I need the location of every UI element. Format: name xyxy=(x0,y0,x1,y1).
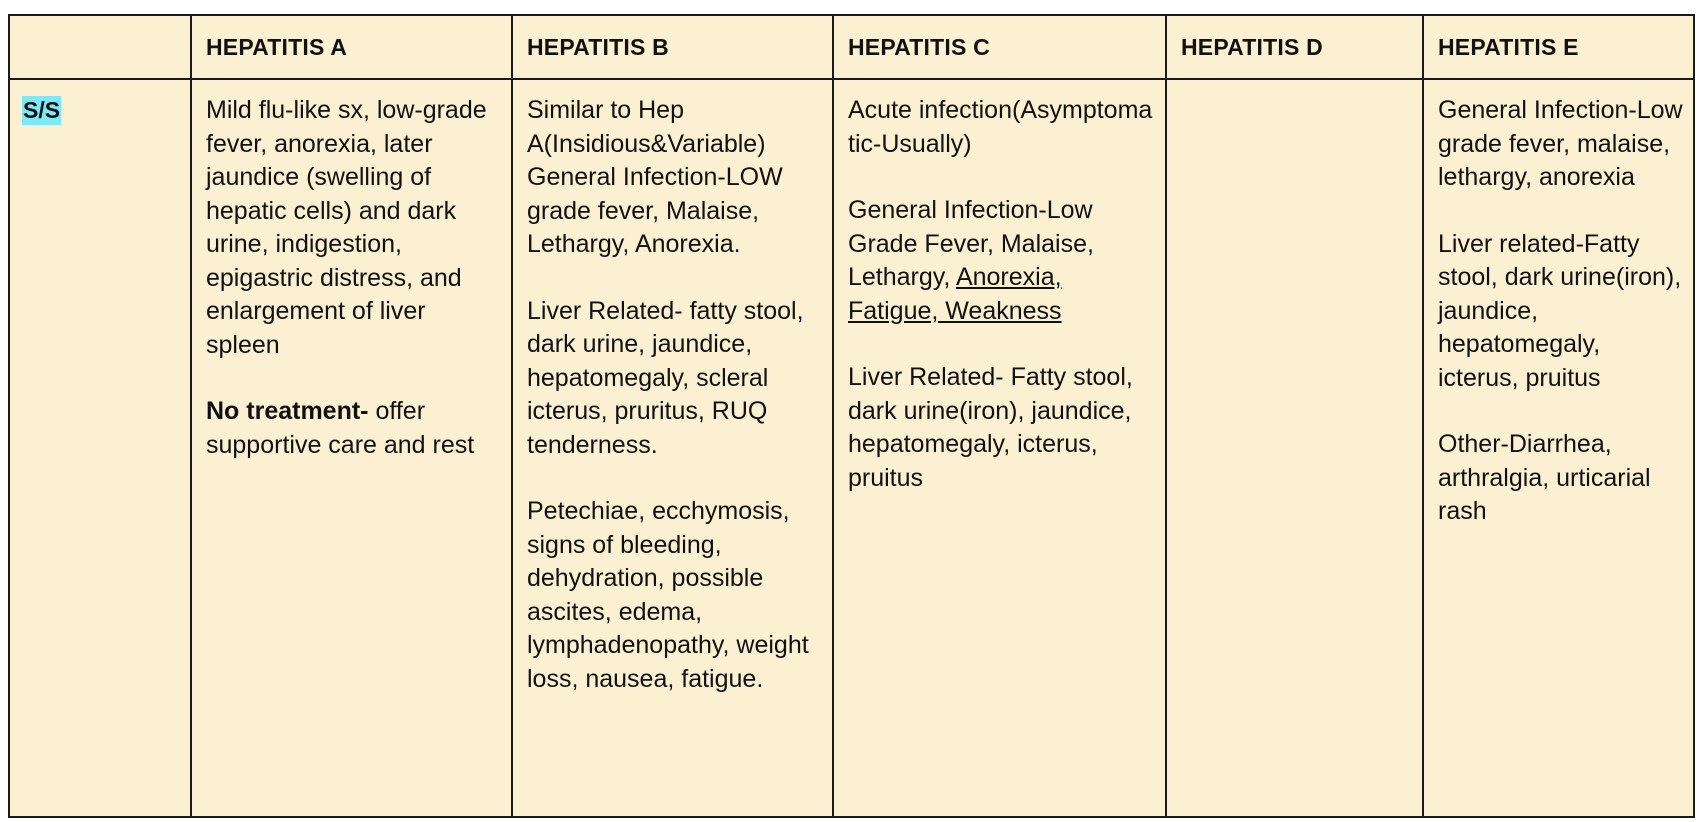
hep-e-liver-related: Liver related-Fatty stool, dark urine(iron), jaundice, hepatomegaly, icterus, pruitus xyxy=(1438,229,1682,392)
header-hepatitis-a: HEPATITIS A xyxy=(191,15,512,79)
hep-a-cell xyxy=(191,79,512,817)
hepatitis-comparison-table xyxy=(8,14,1695,818)
hep-c-general xyxy=(848,194,1157,328)
header-hepatitis-e: HEPATITIS E xyxy=(1423,15,1694,79)
row-label-ss: S/S xyxy=(23,97,61,123)
hep-c-general-underlined: Anorexia, Fatigue, Weakness xyxy=(848,263,1062,325)
hep-c-acute: Acute infection(Asymptomatic-Usually) xyxy=(848,96,1153,158)
header-empty-cell xyxy=(9,15,191,79)
hep-b-general: Similar to Hep A(Insidious&Variable) General Infection-LOW grade fever, Malaise, Lethargy, Anorexia. xyxy=(527,96,783,258)
signs-symptoms-row xyxy=(9,79,1694,817)
hep-a-treatment xyxy=(206,395,503,462)
hep-c-liver-related: Liver Related- Fatty stool, dark urine(iron), jaundice, hepatomegaly, icterus, pruitus xyxy=(848,363,1133,492)
header-row xyxy=(9,15,1694,79)
hep-e-general: General Infection-Low grade fever, malaise, lethargy, anorexia xyxy=(1438,96,1683,191)
hep-e-cell xyxy=(1423,79,1694,817)
hep-b-liver-related: Liver Related- fatty stool, dark urine, jaundice, hepatomegaly, scleral icterus, pruritus, RUQ tenderness. xyxy=(527,296,804,459)
hep-b-cell xyxy=(512,79,833,817)
hep-a-treatment-label: No treatment- xyxy=(206,397,369,425)
hep-a-treatment-text: offer supportive care and rest xyxy=(206,397,475,459)
hep-c-general-text: General Infection-Low Grade Fever, Malaise, Lethargy, xyxy=(848,196,1094,291)
hep-b-other: Petechiae, ecchymosis, signs of bleeding, dehydration, possible ascites, edema, lymphadenopathy, weight loss, nausea, fatigue. xyxy=(527,497,809,693)
hep-d-cell xyxy=(1166,79,1423,817)
header-hepatitis-c: HEPATITIS C xyxy=(833,15,1166,79)
header-hepatitis-d: HEPATITIS D xyxy=(1166,15,1423,79)
hep-e-other: Other-Diarrhea, arthralgia, urticarial rash xyxy=(1438,430,1651,525)
header-hepatitis-b: HEPATITIS B xyxy=(512,15,833,79)
hep-a-symptoms: Mild flu-like sx, low-grade fever, anorexia, later jaundice (swelling of hepatic cells) and dark urine, indigestion, epigastric distress, and enlargement of liver spleen xyxy=(206,96,487,359)
hep-c-cell xyxy=(833,79,1166,817)
row-label-cell xyxy=(9,79,191,817)
